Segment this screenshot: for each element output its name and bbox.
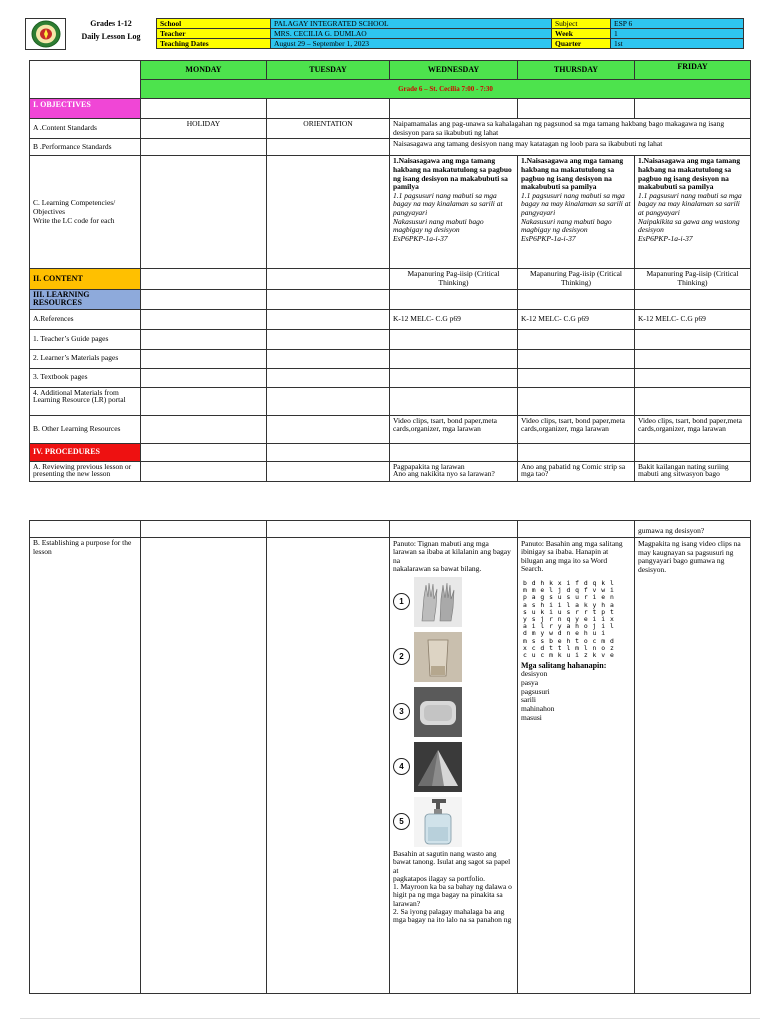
fri-other-resources: Video clips, tsart, bond paper,meta cards,organizer, mga larawan xyxy=(635,415,751,443)
day-thursday: THURSDAY xyxy=(518,61,635,80)
wednesday-competencies xyxy=(390,156,518,269)
reviewing-label: A. Reviewing previous lesson or presenting the new lesson xyxy=(30,461,141,481)
page-divider xyxy=(20,1018,760,1019)
soap-bottle-icon xyxy=(414,797,462,847)
references-label: A.References xyxy=(30,309,141,329)
word-item: sarili xyxy=(521,695,536,705)
dates-label: Teaching Dates xyxy=(157,39,271,49)
word-search-row: d m y w d n e h u i xyxy=(523,629,606,638)
thu-instructions: Panuto: Basahin ang mga salitang ibinigay sa ibaba. Hanapin at bilugan ang mga ito sa Word Search. xyxy=(521,539,623,573)
performance-standards-label: B .Performance Standards xyxy=(30,139,141,156)
word-list xyxy=(521,670,631,722)
word-item: masusi xyxy=(521,712,542,722)
picture-item xyxy=(393,795,514,848)
subject-label: Subject xyxy=(552,19,611,29)
word-search-row: c u c m k u i z k v e xyxy=(523,651,615,660)
content-heading: II. CONTENT xyxy=(30,269,141,289)
picture-number: 3 xyxy=(393,703,410,720)
gloves-icon xyxy=(414,577,462,627)
other-resources-label: B. Other Learning Resources xyxy=(30,415,141,443)
thursday-competencies xyxy=(518,156,635,269)
additional-materials-label: 4. Additional Materials from Learning Resource (LR) portal xyxy=(30,387,141,415)
word-search-row: m s s b e h t o c m d xyxy=(523,636,615,645)
wed-references: K-12 MELC- C.G p69 xyxy=(390,309,518,329)
school-label: School xyxy=(157,19,271,29)
tent-icon xyxy=(414,742,462,792)
fri-reviewing: Bakit kailangan nating suriing mabuti ang sitwasyon bago xyxy=(635,461,751,481)
day-monday: MONDAY xyxy=(141,61,267,80)
fri-references: K-12 MELC- C.G p69 xyxy=(635,309,751,329)
thu-comp-objective: 1.Naisasagawa ang mga tamang hakbang na makatutulong sa pagbuo ng isang desisyon na makabubuti sa pamilya xyxy=(521,156,624,192)
wed-content: Mapanuring Pag-iisip (Critical Thinking) xyxy=(390,269,518,289)
wed-comp-detail: 1.1 pagsusuri nang mabuti sa mga bagay na may kinalaman sa sarili at pangyayari Nakasusuri nang mabuti bago magbigay ng desisyon EsP6PKP-1a-i-37 xyxy=(393,190,503,243)
sponge-icon xyxy=(414,687,462,737)
picture-item xyxy=(393,630,514,683)
word-search-row: x c d t t l m l n o z xyxy=(523,643,615,652)
word-item: pagsusuri xyxy=(521,686,550,696)
quarter-value: 1st xyxy=(611,39,744,49)
fri-reviewing-continued: gumawa ng desisyon? xyxy=(635,521,751,538)
glass-icon xyxy=(414,632,462,682)
content-standards-text: Naipamamalas ang pag-unawa sa kahalagahan ng pagsunod sa mga tamang hakbang bago makagawa ng isang desisyon para sa ikabubuti ng lahat xyxy=(390,119,751,139)
word-search-grid xyxy=(523,580,631,659)
word-search-row: a i l r y a h o j i l xyxy=(523,622,615,631)
picture-number: 1 xyxy=(393,593,410,610)
word-item: desisyon xyxy=(521,669,548,679)
thu-comp-detail: 1.1 pagsusuri nang mabuti sa mga bagay na may kinalaman sa sarili at pangyayari Nakasusuri nang mabuti bago magbigay ng desisyon EsP6PKP-1a-i-37 xyxy=(521,190,631,243)
fri-comp-detail: 1.1 pagsusuri nang mabuti sa mga bagay na may kinalaman sa sarili at pangyayari Naipakikita sa gawa ang wastong desisyon EsP6PKP-1a-i-37 xyxy=(638,190,742,243)
thu-content: Mapanuring Pag-iisip (Critical Thinking) xyxy=(518,269,635,289)
picture-list xyxy=(393,575,514,848)
establishing-purpose-label: B. Establishing a purpose for the lesson xyxy=(30,538,141,994)
learning-resources-heading: III. LEARNING RESOURCES xyxy=(30,289,141,309)
deped-seal-icon xyxy=(31,20,61,48)
picture-item xyxy=(393,685,514,738)
teacher-label: Teacher xyxy=(157,29,271,39)
word-search-row: a s h i i l a k y h a xyxy=(523,600,615,609)
thu-establishing xyxy=(518,538,635,994)
word-search-row: y s j r n q y e i i x xyxy=(523,615,615,624)
fri-content: Mapanuring Pag-iisip (Critical Thinking) xyxy=(635,269,751,289)
lesson-log-table xyxy=(29,60,751,482)
grades-label: Grades 1-12 xyxy=(90,19,132,28)
word-search-row: s u k i u s r r t p t xyxy=(523,607,615,616)
fri-establishing: Magpakita ng isang video clips na may kaugnayan sa pagsusuri ng pangyayari bago gumawa ng desisyon. xyxy=(635,538,751,994)
competencies-label: C. Learning Competencies/ Objectives Write the LC code for each xyxy=(30,156,141,269)
lesson-log-table-continued xyxy=(29,520,751,994)
picture-number: 4 xyxy=(393,758,410,775)
word-item: pasya xyxy=(521,678,539,688)
thu-references: K-12 MELC- C.G p69 xyxy=(518,309,635,329)
blank-corner xyxy=(30,61,141,99)
thu-reviewing: Ano ang pabatid ng Comic strip sa mga tao? xyxy=(518,461,635,481)
day-friday: FRIDAY xyxy=(635,61,751,80)
dates-value: August 29 – September 1, 2023 xyxy=(271,39,552,49)
school-logo xyxy=(25,18,66,50)
teacher-value: MRS. CECILIA G. DUMLAO xyxy=(271,29,552,39)
word-item: mahinahon xyxy=(521,703,555,713)
fri-comp-objective: 1.Naisasagawa ang mga tamang hakbang na makatutulong sa pagbuo ng isang desisyon na makabubuti sa pamilya xyxy=(638,156,741,192)
tuesday-orientation: ORIENTATION xyxy=(267,119,390,139)
week-value: 1 xyxy=(611,29,744,39)
picture-item xyxy=(393,740,514,793)
textbook-label: 3. Textbook pages xyxy=(30,368,141,387)
performance-standards-text: Naisasagawa ang tamang desisyon nang may katatagan ng loob para sa ikabubuti ng lahat xyxy=(390,139,751,156)
week-label: Week xyxy=(552,29,611,39)
doc-title: Daily Lesson Log xyxy=(81,32,141,42)
word-search-row: b d h k x i f d q k l xyxy=(523,579,615,587)
section-title: Grade 6 – St. Cecilia 7:00 - 7:30 xyxy=(141,80,751,99)
picture-number: 5 xyxy=(393,813,410,830)
day-tuesday: TUESDAY xyxy=(267,61,390,80)
teachers-guide-label: 1. Teacher’s Guide pages xyxy=(30,329,141,349)
wed-questions: Basahin at sagutin nang wasto ang bawat tanong. Isulat ang sagot sa papel at pagkatapos ilagay sa portfolio. 1. Mayroon ka ba sa bahay ng dalawa o higit pa ng mga bagay na pinakita sa larawan? 2. Sa iyong palagay mahalaga ba ang mga bagay na ito lalo na sa panahon ng xyxy=(393,849,512,924)
picture-number: 2 xyxy=(393,648,410,665)
objectives-heading: I. OBJECTIVES xyxy=(30,99,141,119)
picture-item xyxy=(393,575,514,628)
word-search-row: m m e l j d q f v w i xyxy=(523,586,615,595)
wed-other-resources: Video clips, tsart, bond paper,meta cards,organizer, mga larawan xyxy=(390,415,518,443)
words-title: Mga salitang hahanapin: xyxy=(521,661,607,671)
subject-value: ESP 6 xyxy=(611,19,744,29)
school-value: PALAGAY INTEGRATED SCHOOL xyxy=(271,19,552,29)
word-search-row: p a g s u s u r i e n xyxy=(523,593,615,602)
wed-comp-objective: 1.Naisasagawa ang mga tamang hakbang na makatutulong sa pagbuo ng isang desisyon na makabubuti sa pamilya xyxy=(393,156,512,192)
learners-materials-label: 2. Learner’s Materials pages xyxy=(30,349,141,368)
content-standards-label: A .Content Standards xyxy=(30,119,141,139)
wed-establishing xyxy=(390,538,518,994)
quarter-label: Quarter xyxy=(552,39,611,49)
monday-holiday: HOLIDAY xyxy=(141,119,267,139)
wed-reviewing: Pagpapakita ng larawan Ano ang nakikita nyo sa larawan? xyxy=(390,461,518,481)
procedures-heading: IV. PROCEDURES xyxy=(30,443,141,461)
wed-instructions: Panuto: Tignan mabuti ang mga larawan sa ibaba at kilalanin ang bagay na nakalarawan sa bawat bilang. xyxy=(393,539,511,573)
thu-other-resources: Video clips, tsart, bond paper,meta cards,organizer, mga larawan xyxy=(518,415,635,443)
day-wednesday: WEDNESDAY xyxy=(390,61,518,80)
header-table xyxy=(156,18,744,49)
friday-competencies xyxy=(635,156,751,269)
